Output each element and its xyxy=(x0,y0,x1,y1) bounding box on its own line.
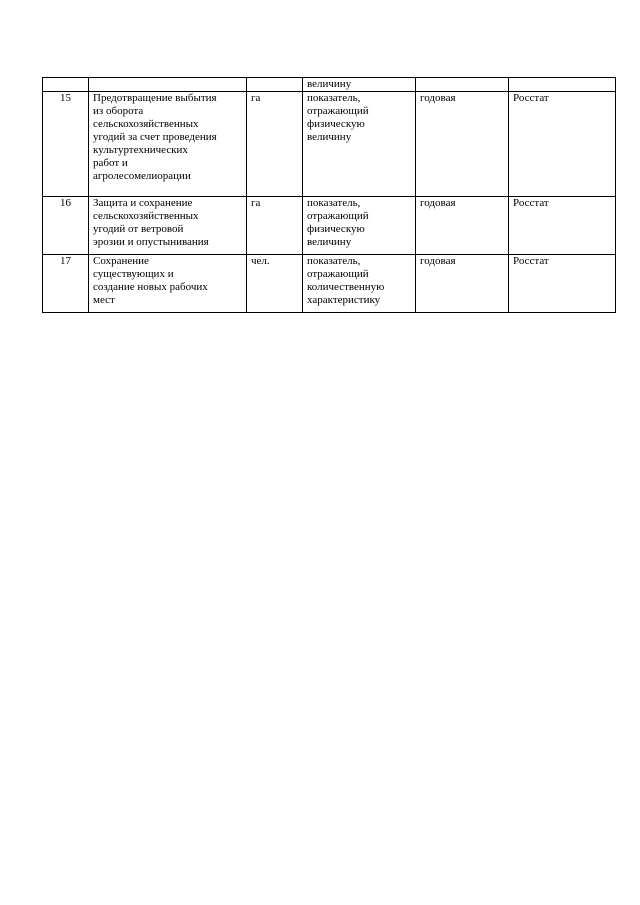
source-cell xyxy=(509,78,616,92)
period-cell xyxy=(416,78,509,92)
indicator-name-cell: Защита и сохранение сельскохозяйственных угодий от ветровой эрозии и опустынивания xyxy=(89,197,247,255)
indicator-name-cell: Сохранение существующих и создание новых рабочих мест xyxy=(89,255,247,313)
table-row xyxy=(43,255,616,313)
table-row xyxy=(43,197,616,255)
indicator-type-cell: показатель, отражающий физическую величину xyxy=(303,92,416,197)
indicator-name-cell xyxy=(89,78,247,92)
source-cell: Росстат xyxy=(509,197,616,255)
row-number-cell: 17 xyxy=(43,255,89,313)
row-number-cell: 16 xyxy=(43,197,89,255)
period-cell: годовая xyxy=(416,92,509,197)
table-row-continued xyxy=(43,78,616,92)
row-number-cell xyxy=(43,78,89,92)
unit-cell xyxy=(247,78,303,92)
row-number-cell: 15 xyxy=(43,92,89,197)
indicator-type-cell: показатель, отражающий физическую величину xyxy=(303,197,416,255)
indicator-type-cell: показатель, отражающий количественную характеристику xyxy=(303,255,416,313)
period-cell: годовая xyxy=(416,255,509,313)
source-cell: Росстат xyxy=(509,92,616,197)
unit-cell: чел. xyxy=(247,255,303,313)
indicators-table xyxy=(42,77,616,313)
indicator-name-cell: Предотвращение выбытия из оборота сельскохозяйственных угодий за счет проведения культуртехнических работ и агролесомелиорации xyxy=(89,92,247,197)
unit-cell: га xyxy=(247,197,303,255)
source-cell: Росстат xyxy=(509,255,616,313)
unit-cell: га xyxy=(247,92,303,197)
period-cell: годовая xyxy=(416,197,509,255)
indicator-type-cell: величину xyxy=(303,78,416,92)
table-row xyxy=(43,92,616,197)
